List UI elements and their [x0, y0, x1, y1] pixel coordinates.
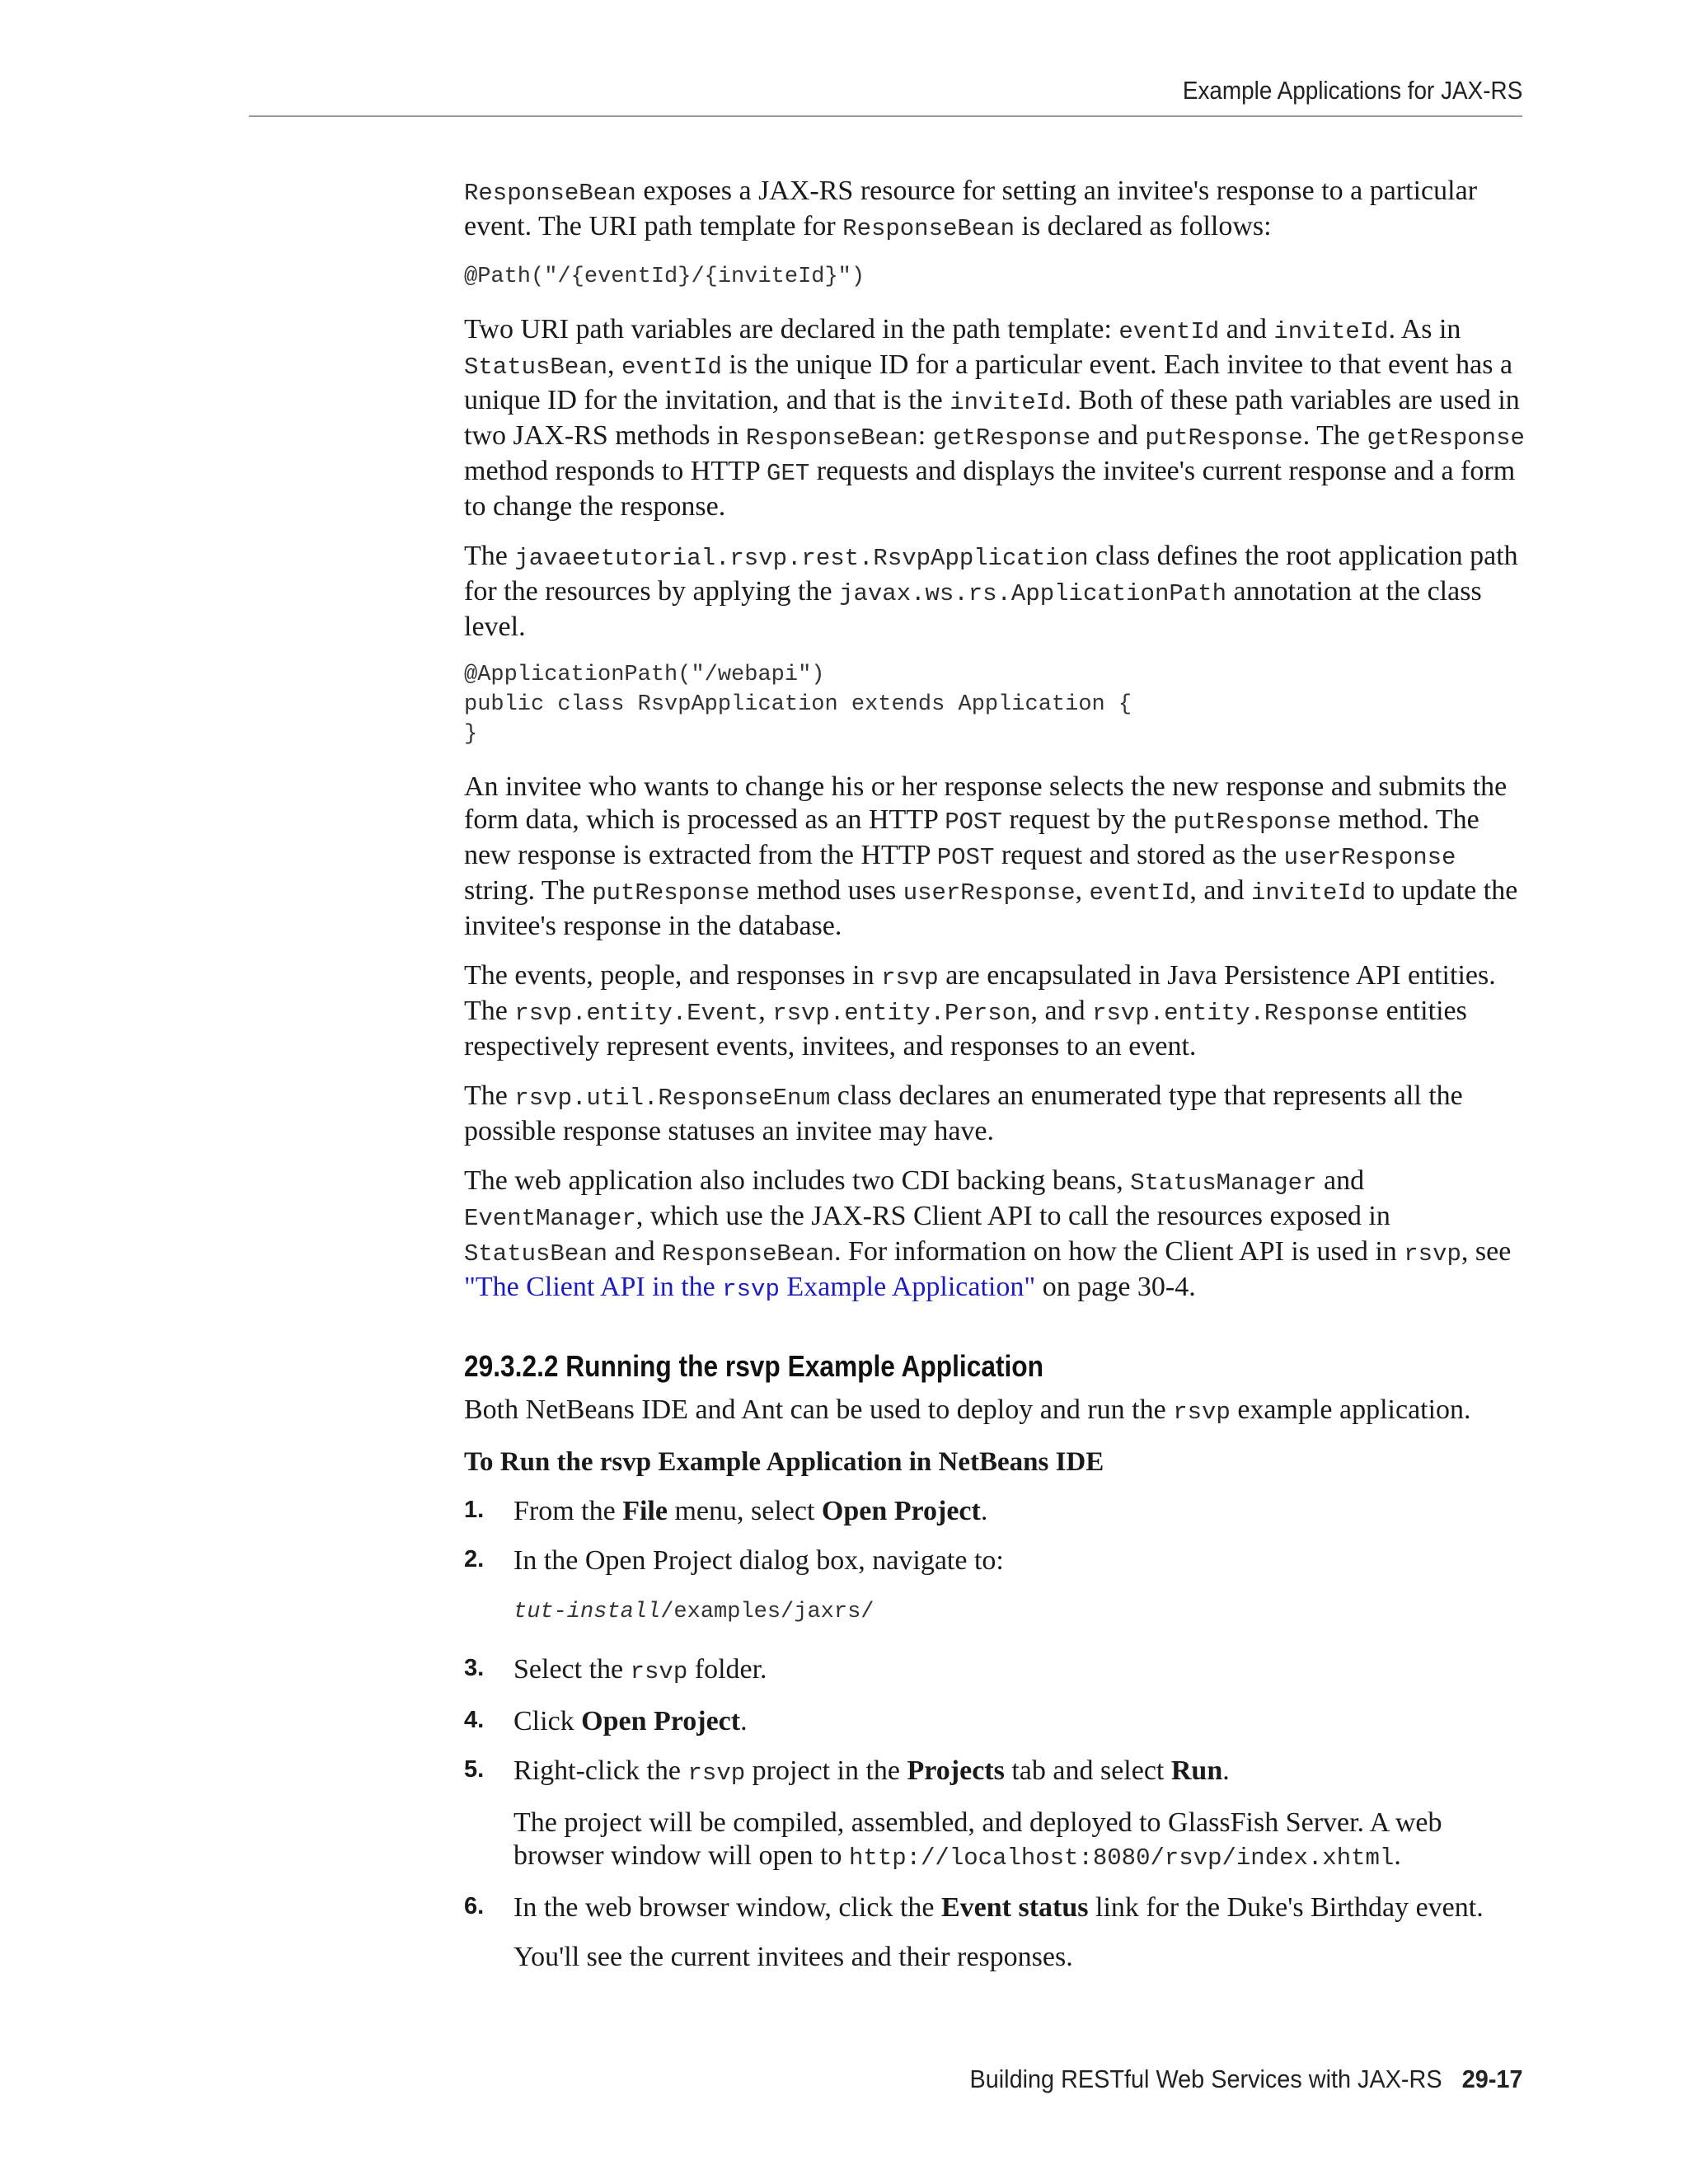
code-term: putResponse — [1145, 424, 1303, 452]
step-note: You'll see the current invitees and their responses. — [513, 1942, 1073, 1972]
step-number: 4. — [464, 1707, 485, 1733]
text: , see — [1461, 1236, 1512, 1267]
url-term: http://localhost:8080/rsvp/index.xhtml — [849, 1844, 1395, 1872]
text: . — [1394, 1840, 1401, 1871]
paragraph-response-bean — [464, 175, 1527, 246]
step-number: 3. — [464, 1655, 485, 1681]
code-term: rsvp — [1404, 1240, 1461, 1268]
page-content — [464, 175, 1527, 1990]
text: folder. — [687, 1654, 767, 1685]
text: . The — [1302, 420, 1367, 451]
section-heading: 29.3.2.2 Running the rsvp Example Application — [464, 1349, 1043, 1383]
text: . Both of these path variables are used in two JAX-RS methods in — [464, 385, 1520, 451]
code-term: rsvp — [881, 964, 939, 991]
text: tab and select — [1004, 1755, 1171, 1786]
link-text: "The Client API in the — [464, 1272, 723, 1302]
code-term: inviteId — [1273, 318, 1389, 345]
ui-term: Run — [1170, 1755, 1223, 1786]
text: Click — [513, 1706, 582, 1736]
code-term: rsvp — [630, 1658, 688, 1685]
text: Two URI path variables are declared in the path template: — [464, 314, 1119, 344]
text: annotation at the class level. — [464, 576, 1482, 642]
procedure-steps — [464, 1495, 1527, 1974]
text: is the unique ID for a particular event. Each invitee to that event has a unique ID for the invitation, and that is the — [464, 349, 1513, 415]
paragraph-rsvp-application — [464, 540, 1527, 644]
paragraph-put-response — [464, 771, 1527, 943]
text: class declares an enumerated type that represents all the possible response statuses an invitee may have. — [464, 1080, 1463, 1146]
step-text — [513, 1705, 1527, 1738]
ui-term: File — [622, 1496, 668, 1526]
ui-term: Event status — [940, 1892, 1089, 1923]
text: is declared as follows: — [1015, 211, 1272, 241]
text: request by the — [1001, 804, 1174, 835]
page-number: 29-17 — [1461, 2064, 1522, 2093]
code-term: ResponseBean — [842, 215, 1015, 242]
text: , and — [1189, 875, 1251, 906]
code-term: eventId — [1089, 879, 1190, 907]
step-2 — [464, 1544, 1527, 1627]
page-footer — [969, 2064, 1522, 2094]
step-note — [513, 1807, 1527, 1875]
code-term: POST — [945, 808, 1002, 836]
text: link for the Duke's Birthday event. — [1088, 1892, 1484, 1923]
paragraph-uri-variables — [464, 313, 1527, 523]
ui-term: Open Project — [821, 1496, 981, 1526]
code-term: eventId — [1118, 318, 1220, 345]
code-block-application-path: @ApplicationPath("/webapi") public class RsvpApplication extends Application { } — [464, 663, 1132, 747]
text: string. The — [464, 875, 593, 906]
code-term: StatusManager — [1130, 1169, 1317, 1197]
code-term: rsvp — [1173, 1399, 1231, 1426]
code-term: getResponse — [932, 424, 1091, 452]
text: , — [1075, 875, 1090, 906]
code-term: rsvp — [687, 1760, 746, 1787]
step-number: 1. — [464, 1497, 485, 1523]
step-number: 5. — [464, 1756, 485, 1783]
code-term: rsvp.entity.Response — [1092, 1000, 1380, 1027]
procedure-title: To Run the rsvp Example Application in NetBeans IDE — [464, 1447, 1104, 1477]
text: and — [607, 1236, 663, 1267]
text: exposes a JAX-RS resource for setting an invitee's response to a particular event. The URI path template for — [464, 176, 1478, 241]
step-5 — [464, 1755, 1527, 1875]
step-number: 6. — [464, 1893, 485, 1919]
text: From the — [513, 1496, 623, 1526]
code-term: javax.ws.rs.ApplicationPath — [839, 580, 1226, 607]
text: to update the invitee's response in the database. — [464, 875, 1518, 941]
step-text — [513, 1495, 1527, 1528]
text: and — [1219, 314, 1274, 344]
code-term: GET — [767, 460, 810, 487]
code-term: EventManager — [464, 1205, 636, 1232]
path-code — [513, 1597, 1527, 1627]
code-term: putResponse — [1173, 808, 1331, 836]
code-term: userResponse — [1283, 844, 1456, 871]
client-api-cross-reference-link[interactable] — [464, 1272, 1035, 1302]
paragraph-entities — [464, 959, 1527, 1063]
header-rule — [249, 115, 1522, 117]
text: requests and displays the invitee's current response and a form to change the response. — [464, 456, 1516, 522]
paragraph-backing-beans — [464, 1165, 1527, 1306]
text: An invitee who wants to change his or her response selects the new response and submits the form data, which is processed as an HTTP — [464, 771, 1507, 835]
link-code-term: rsvp — [722, 1276, 780, 1303]
step-1 — [464, 1495, 1527, 1528]
ui-term: Open Project — [581, 1706, 741, 1736]
code-term: rsvp.util.ResponseEnum — [514, 1085, 831, 1112]
text: In the web browser window, click the — [513, 1892, 941, 1923]
step-text: In the Open Project dialog box, navigate to: — [513, 1545, 1004, 1576]
code-term: inviteId — [1250, 879, 1367, 907]
placeholder-term: tut-install — [513, 1600, 661, 1624]
text: menu, select — [667, 1496, 822, 1526]
text: Right-click the — [513, 1755, 688, 1786]
code-term: userResponse — [903, 879, 1076, 907]
text: request and stored as the — [994, 840, 1284, 870]
step-6 — [464, 1891, 1527, 1974]
text: Select the — [513, 1654, 631, 1685]
footer-title: Building RESTful Web Services with JAX-RS — [969, 2064, 1442, 2093]
text: on page 30-4. — [1035, 1272, 1196, 1302]
step-text — [513, 1653, 1527, 1689]
code-term: ResponseBean — [464, 180, 636, 207]
code-term: rsvp.entity.Person — [772, 1000, 1031, 1027]
link-text: Example Application" — [779, 1272, 1036, 1302]
text: entities respectively represent events, invitees, and responses to an event. — [464, 996, 1467, 1062]
text: project in the — [745, 1755, 907, 1786]
step-text — [513, 1891, 1527, 1924]
paragraph-response-enum — [464, 1080, 1527, 1148]
text: . — [740, 1706, 748, 1736]
text: , — [607, 349, 622, 380]
code-term: inviteId — [950, 389, 1065, 416]
text: , and — [1030, 996, 1093, 1026]
text: method uses — [749, 875, 903, 906]
code-term: StatusBean — [464, 354, 608, 381]
section-intro — [464, 1394, 1527, 1429]
text: and — [1316, 1165, 1365, 1196]
text: The — [464, 541, 515, 571]
text: , which use the JAX-RS Client API to call the resources exposed in — [635, 1201, 1390, 1231]
code-term: ResponseBean — [662, 1240, 834, 1268]
code-term: ResponseBean — [745, 424, 918, 452]
text: example application. — [1230, 1394, 1471, 1425]
text: . — [980, 1496, 988, 1526]
text: The — [464, 1080, 515, 1111]
code-term: putResponse — [592, 879, 750, 907]
text: , — [758, 996, 773, 1026]
text: The web application also includes two CDI backing beans, — [464, 1165, 1131, 1196]
text: are encapsulated in Java Persistence API entities. The — [464, 960, 1496, 1026]
page-header-title: Example Applications for JAX-RS — [1182, 76, 1522, 105]
code-term: javaeetutorial.rsvp.rest.RsvpApplication — [514, 545, 1089, 572]
ui-term: Projects — [907, 1755, 1005, 1786]
code-term: eventId — [621, 354, 722, 381]
code-block-path: @Path("/{eventId}/{inviteId}") — [464, 265, 865, 289]
text: Both NetBeans IDE and Ant can be used to deploy and run the — [464, 1394, 1174, 1425]
text: The events, people, and responses in — [464, 960, 882, 991]
text: . For information on how the Client API is used in — [833, 1236, 1404, 1267]
code-term: StatusBean — [464, 1240, 608, 1268]
text: . As in — [1388, 314, 1461, 344]
text: method. The new response is extracted from the HTTP — [464, 804, 1479, 870]
code-term: getResponse — [1367, 424, 1525, 452]
step-number: 2. — [464, 1546, 485, 1572]
text: . — [1222, 1755, 1230, 1786]
text: method responds to HTTP — [464, 456, 767, 486]
text: class defines the root application path for the resources by applying the — [464, 541, 1518, 607]
text: : — [917, 420, 933, 451]
code-term: POST — [936, 844, 995, 871]
step-4 — [464, 1705, 1527, 1738]
text: The project will be compiled, assembled, and deployed to GlassFish Server. A web browser window will open to — [513, 1807, 1442, 1871]
step-text — [513, 1755, 1527, 1790]
step-3 — [464, 1653, 1527, 1689]
text: and — [1090, 420, 1146, 451]
code-term: rsvp.entity.Event — [514, 1000, 759, 1027]
path-text: /examples/jaxrs/ — [660, 1600, 874, 1624]
